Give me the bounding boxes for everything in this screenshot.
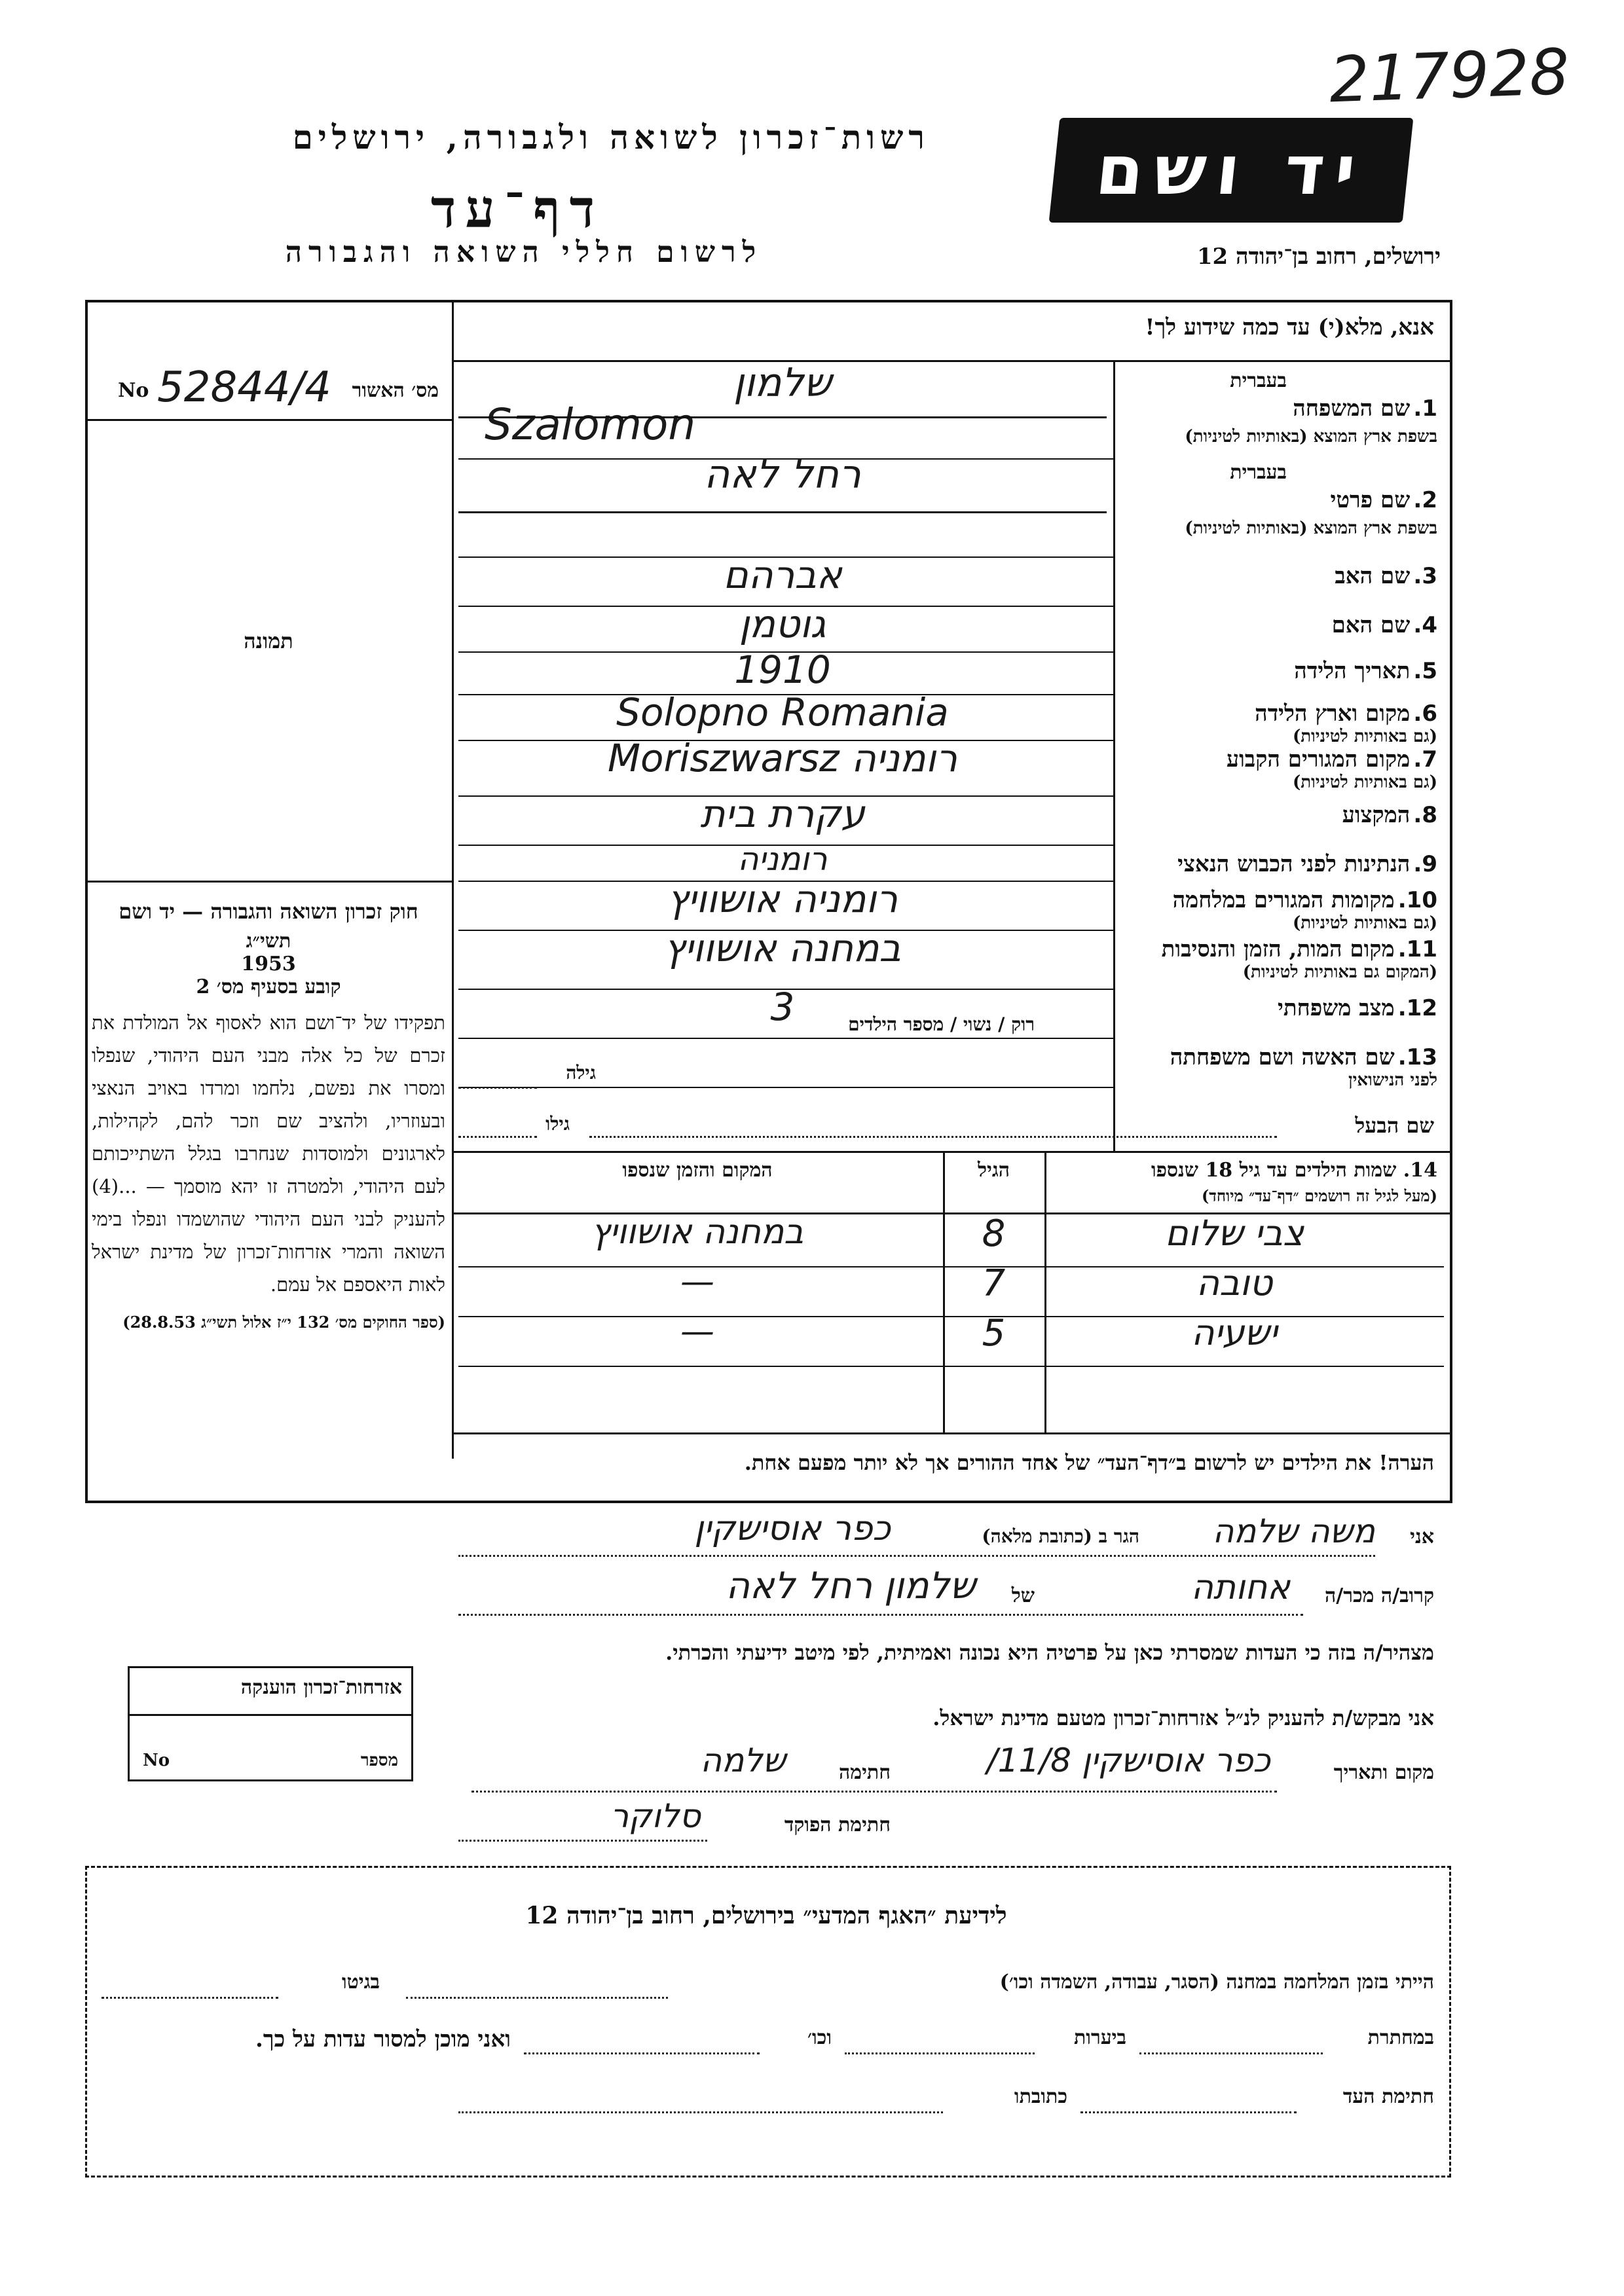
decl-request: אני מבקש/ת להעניק לנ״ל אזרחות־זכרון מטעם מדינת ישראל. xyxy=(932,1705,1434,1730)
field-number: 13. xyxy=(1397,1044,1437,1070)
field-number: 2. xyxy=(1413,487,1437,513)
field-number: 9. xyxy=(1413,851,1437,877)
field-row xyxy=(458,452,1444,556)
field-hint: (גם באותיות לטיניות) xyxy=(1292,727,1437,746)
field-number: 4. xyxy=(1413,612,1437,638)
field-label-text: שם המשפחה xyxy=(1293,395,1411,422)
child-death-place: — xyxy=(680,1262,714,1302)
decl-address: כפר אוסישקין xyxy=(694,1509,891,1548)
law-year-heb: תשי״ג xyxy=(246,930,291,953)
law-title: חוק זכרון השואה והגבורה — יד ושם xyxy=(119,899,418,924)
footer-line3-b: כתובתו xyxy=(1014,2085,1067,2108)
children-col-age: הגיל xyxy=(977,1159,1010,1182)
footer-line2-c: וכו׳ xyxy=(807,2026,832,2049)
decl-resides-label: הגר ב (כתובת מלאה) xyxy=(982,1525,1139,1547)
field-label-text: מקום המות, הזמן והנסיבות xyxy=(1161,936,1395,962)
field-row xyxy=(458,1038,1444,1090)
field-label xyxy=(1123,612,1437,638)
child-death-place: במחנה אושוויץ xyxy=(591,1212,804,1252)
child-name: טובה xyxy=(1196,1262,1273,1303)
field-row xyxy=(458,736,1444,795)
field-label-text: שם האב xyxy=(1335,563,1411,589)
field-label xyxy=(1123,395,1437,422)
field-label xyxy=(1123,936,1437,962)
children-title xyxy=(1051,1159,1437,1182)
field-number: 5. xyxy=(1413,658,1437,684)
field-label xyxy=(1123,851,1437,877)
field-hint: בשפת ארץ המוצא (באותיות לטיניות) xyxy=(1185,519,1437,538)
child-row xyxy=(458,1212,1444,1267)
field-value: במחנה אושוויץ xyxy=(664,926,901,970)
field-label-text: מצב משפחתי xyxy=(1277,995,1395,1021)
field-label-text: המקצוע xyxy=(1342,802,1411,828)
law-box xyxy=(92,897,445,1460)
age-label-male: גילו xyxy=(545,1113,570,1135)
approval-value: 52844/4 xyxy=(157,363,331,412)
footer-line2-d: ואני מוכן למסור עדות על כך. xyxy=(255,2026,511,2052)
field-number: 10. xyxy=(1397,887,1437,913)
law-body: תפקידו של יד־ושם הוא לאסוף אל המולדת את זכרם של כל אלה מבני העם היהודי, שנפלו ומסרו את נפשם, נלחמו ומרדו באויב הנאצי ובעוזריו, ולהציב שם וזכר להם, לקהילות, לארגונים ולמוסדות שנחרבו בגלל השתייכותם לעם היהודי, ולמטרה זו יהא מוסמך — ...(4) להעניק לבני העם היהודי שהושמדו ונפלו בימי השואה והמרי אזרחות־זכרון של מדינת ישראל לאות היאספם אל עמם. xyxy=(92,1011,445,1296)
left-column-divider xyxy=(452,300,454,1459)
decl-ani: אני xyxy=(1410,1525,1434,1548)
footer-line2-b: ביערות xyxy=(1073,2026,1126,2049)
husband-label: שם הבעל xyxy=(1355,1113,1434,1138)
field-value: גוטמן xyxy=(739,602,826,646)
yad-vashem-logo xyxy=(1049,118,1414,223)
field-value: רומניה Moriszwarsz xyxy=(607,736,958,780)
decl-officer-label: חתימת הפוקד xyxy=(784,1813,891,1836)
law-ref: (ספר החוקים מס׳ 132 י״ז אלול תשי״ג 28.8.53) xyxy=(122,1313,445,1332)
field-label xyxy=(1123,487,1437,513)
child-name: ישעיה xyxy=(1191,1312,1278,1353)
decl-relative-label: קרוב/ה מכר/ה xyxy=(1325,1584,1434,1607)
field-value: 1910 xyxy=(734,647,831,692)
memorial-box xyxy=(128,1666,413,1781)
child-age: 5 xyxy=(982,1312,1006,1355)
field-label-text: מקומות המגורים במלחמה xyxy=(1172,887,1395,913)
field-value: רחל לאה xyxy=(704,452,861,498)
field-value: שלמון xyxy=(733,360,832,406)
decl-of-name: שלמון רחל לאה xyxy=(726,1565,976,1607)
field-row xyxy=(458,602,1444,651)
child-name: צבי שלום xyxy=(1165,1212,1304,1254)
authority-name: רשות־זכרון לשואה ולגבורה, ירושלים xyxy=(292,118,930,156)
footer-line1-a: הייתי בזמן המלחמה במחנה (הסגר, עבודה, השמדה וכו׳) xyxy=(999,1971,1434,1994)
approval-number xyxy=(105,363,445,416)
field-hint: (גם באותיות לטיניות) xyxy=(1292,773,1437,792)
field-value: רומניה אושוויץ xyxy=(667,877,898,921)
field-value-latin: Szalomon xyxy=(485,399,696,450)
age-label: גילה xyxy=(566,1062,596,1084)
approval-label: מס׳ האשור xyxy=(352,379,439,402)
child-row xyxy=(458,1312,1444,1367)
field-hint: (המקום גם באותיות לטיניות) xyxy=(1242,962,1437,982)
field-label xyxy=(1123,887,1437,913)
header-address: ירושלים, רחוב בן־יהודה 12 xyxy=(1196,244,1441,270)
photo-label: תמונה xyxy=(244,629,293,653)
field-label-text: שם האם xyxy=(1331,612,1411,638)
footer-line3-a: חתימת העד xyxy=(1342,2085,1434,2108)
field-row xyxy=(458,926,1444,989)
child-age: 7 xyxy=(982,1262,1006,1305)
memorial-box-no-prefix: No xyxy=(143,1751,170,1770)
children-col-place: המקום והזמן שנספו xyxy=(622,1159,773,1182)
field-label-text: הנתינות לפני הכבוש הנאצי xyxy=(1177,851,1411,877)
field-value: Solopno Romania xyxy=(616,690,949,735)
form-title: דף־עד xyxy=(430,178,604,240)
field-number: 3. xyxy=(1413,563,1437,589)
field-value: עקרת בית xyxy=(700,792,865,836)
decl-place-date-label: מקום ותאריך xyxy=(1333,1761,1434,1784)
field-number: 8. xyxy=(1413,802,1437,828)
field-hint-top: בעברית xyxy=(1230,369,1287,392)
decl-relation: אחותה xyxy=(1190,1568,1290,1607)
decl-place-date: כפר אוסישקין 11/8/ xyxy=(986,1741,1270,1779)
field-label-text: שם פרטי xyxy=(1330,487,1411,513)
decl-signature: שלמה xyxy=(700,1741,786,1779)
field-row xyxy=(458,553,1444,606)
field-hint: לפני הנישואין xyxy=(1348,1070,1437,1090)
child-age: 8 xyxy=(982,1212,1006,1255)
memorial-box-no-label: מספר xyxy=(360,1751,398,1770)
note-text: הערה! את הילדים יש לרשום ב״דף־העד״ של אחד ההורים אך לא יותר מפעם אחת. xyxy=(744,1450,1434,1475)
children-no: 14. xyxy=(1403,1159,1437,1182)
field-row xyxy=(458,841,1444,881)
field-number: 12. xyxy=(1397,995,1437,1021)
field-hint: (גם באותיות לטיניות) xyxy=(1292,913,1437,933)
marital-options: רוק / נשוי / מספר הילדים xyxy=(848,1013,1035,1035)
field-label xyxy=(1123,658,1437,684)
field-hint-top: בעברית xyxy=(1230,461,1287,484)
field-label xyxy=(1123,563,1437,589)
footer-line2-a: במחתרת xyxy=(1367,2026,1434,2049)
children-hint: (מעל לגיל זה רושמים ״דף־עד״ מיוחד) xyxy=(1201,1186,1437,1205)
approval-prefix: No xyxy=(118,379,149,402)
decl-signature-label: חתימה xyxy=(839,1761,891,1784)
field-value: רומניה xyxy=(737,841,828,878)
field-label-text: תאריך הלידה xyxy=(1294,658,1411,684)
memorial-box-title: אזרחות־זכרון הוענקה xyxy=(240,1676,402,1699)
field-value: 3 xyxy=(770,985,795,1029)
field-label-text: מקום וארץ הלידה xyxy=(1255,701,1411,727)
field-row xyxy=(458,360,1444,458)
footer-line1-b: בגיטו xyxy=(341,1971,380,1994)
intro-text: אנא, מלא(י) עד כמה שידוע לך! xyxy=(1145,314,1434,340)
field-row xyxy=(458,877,1444,933)
field-number: 11. xyxy=(1397,936,1437,962)
field-value: אברהם xyxy=(723,553,842,597)
field-label xyxy=(1123,701,1437,727)
footer-notice: לידיעת ״האגף המדעי״ בירושלים, רחוב בן־יהודה 12 xyxy=(525,1902,1007,1929)
child-death-place: — xyxy=(680,1312,714,1351)
children-title-text: שמות הילדים עד גיל 18 שנספו xyxy=(1151,1159,1397,1182)
decl-officer-signature: סלוקר xyxy=(610,1797,701,1835)
form-subtitle: לרשום חללי השואה והגבורה xyxy=(285,236,763,269)
field-hint: בשפת ארץ המוצא (באותיות לטיניות) xyxy=(1185,427,1437,446)
child-row xyxy=(458,1262,1444,1317)
field-label-text: מקום המגורים הקבוע xyxy=(1226,746,1411,773)
field-number: 6. xyxy=(1413,701,1437,727)
archive-number: 217928 xyxy=(1328,35,1571,117)
decl-of-label: של xyxy=(1011,1584,1035,1607)
field-label xyxy=(1123,802,1437,828)
field-number: 1. xyxy=(1413,395,1437,422)
field-label xyxy=(1123,995,1437,1021)
field-label-text: שם האשה ושם משפחתה xyxy=(1170,1044,1395,1070)
law-year: 1953 xyxy=(241,953,296,975)
field-label xyxy=(1123,1044,1437,1070)
field-number: 7. xyxy=(1413,746,1437,773)
field-label xyxy=(1123,746,1437,773)
decl-statement: מצהיר/ה בזה כי העדות שמסרתי כאן על פרטיה היא נכונה ואמיתית, לפי מיטב ידיעתי והכרתי. xyxy=(665,1640,1434,1665)
decl-name: משה שלמה xyxy=(1212,1512,1375,1550)
field-row xyxy=(458,792,1444,845)
field-row xyxy=(458,690,1444,746)
law-clause: קובע בסעיף מס׳ 2 xyxy=(196,975,341,998)
field-row xyxy=(458,647,1444,694)
logo-text: יד ושם xyxy=(1092,130,1370,210)
